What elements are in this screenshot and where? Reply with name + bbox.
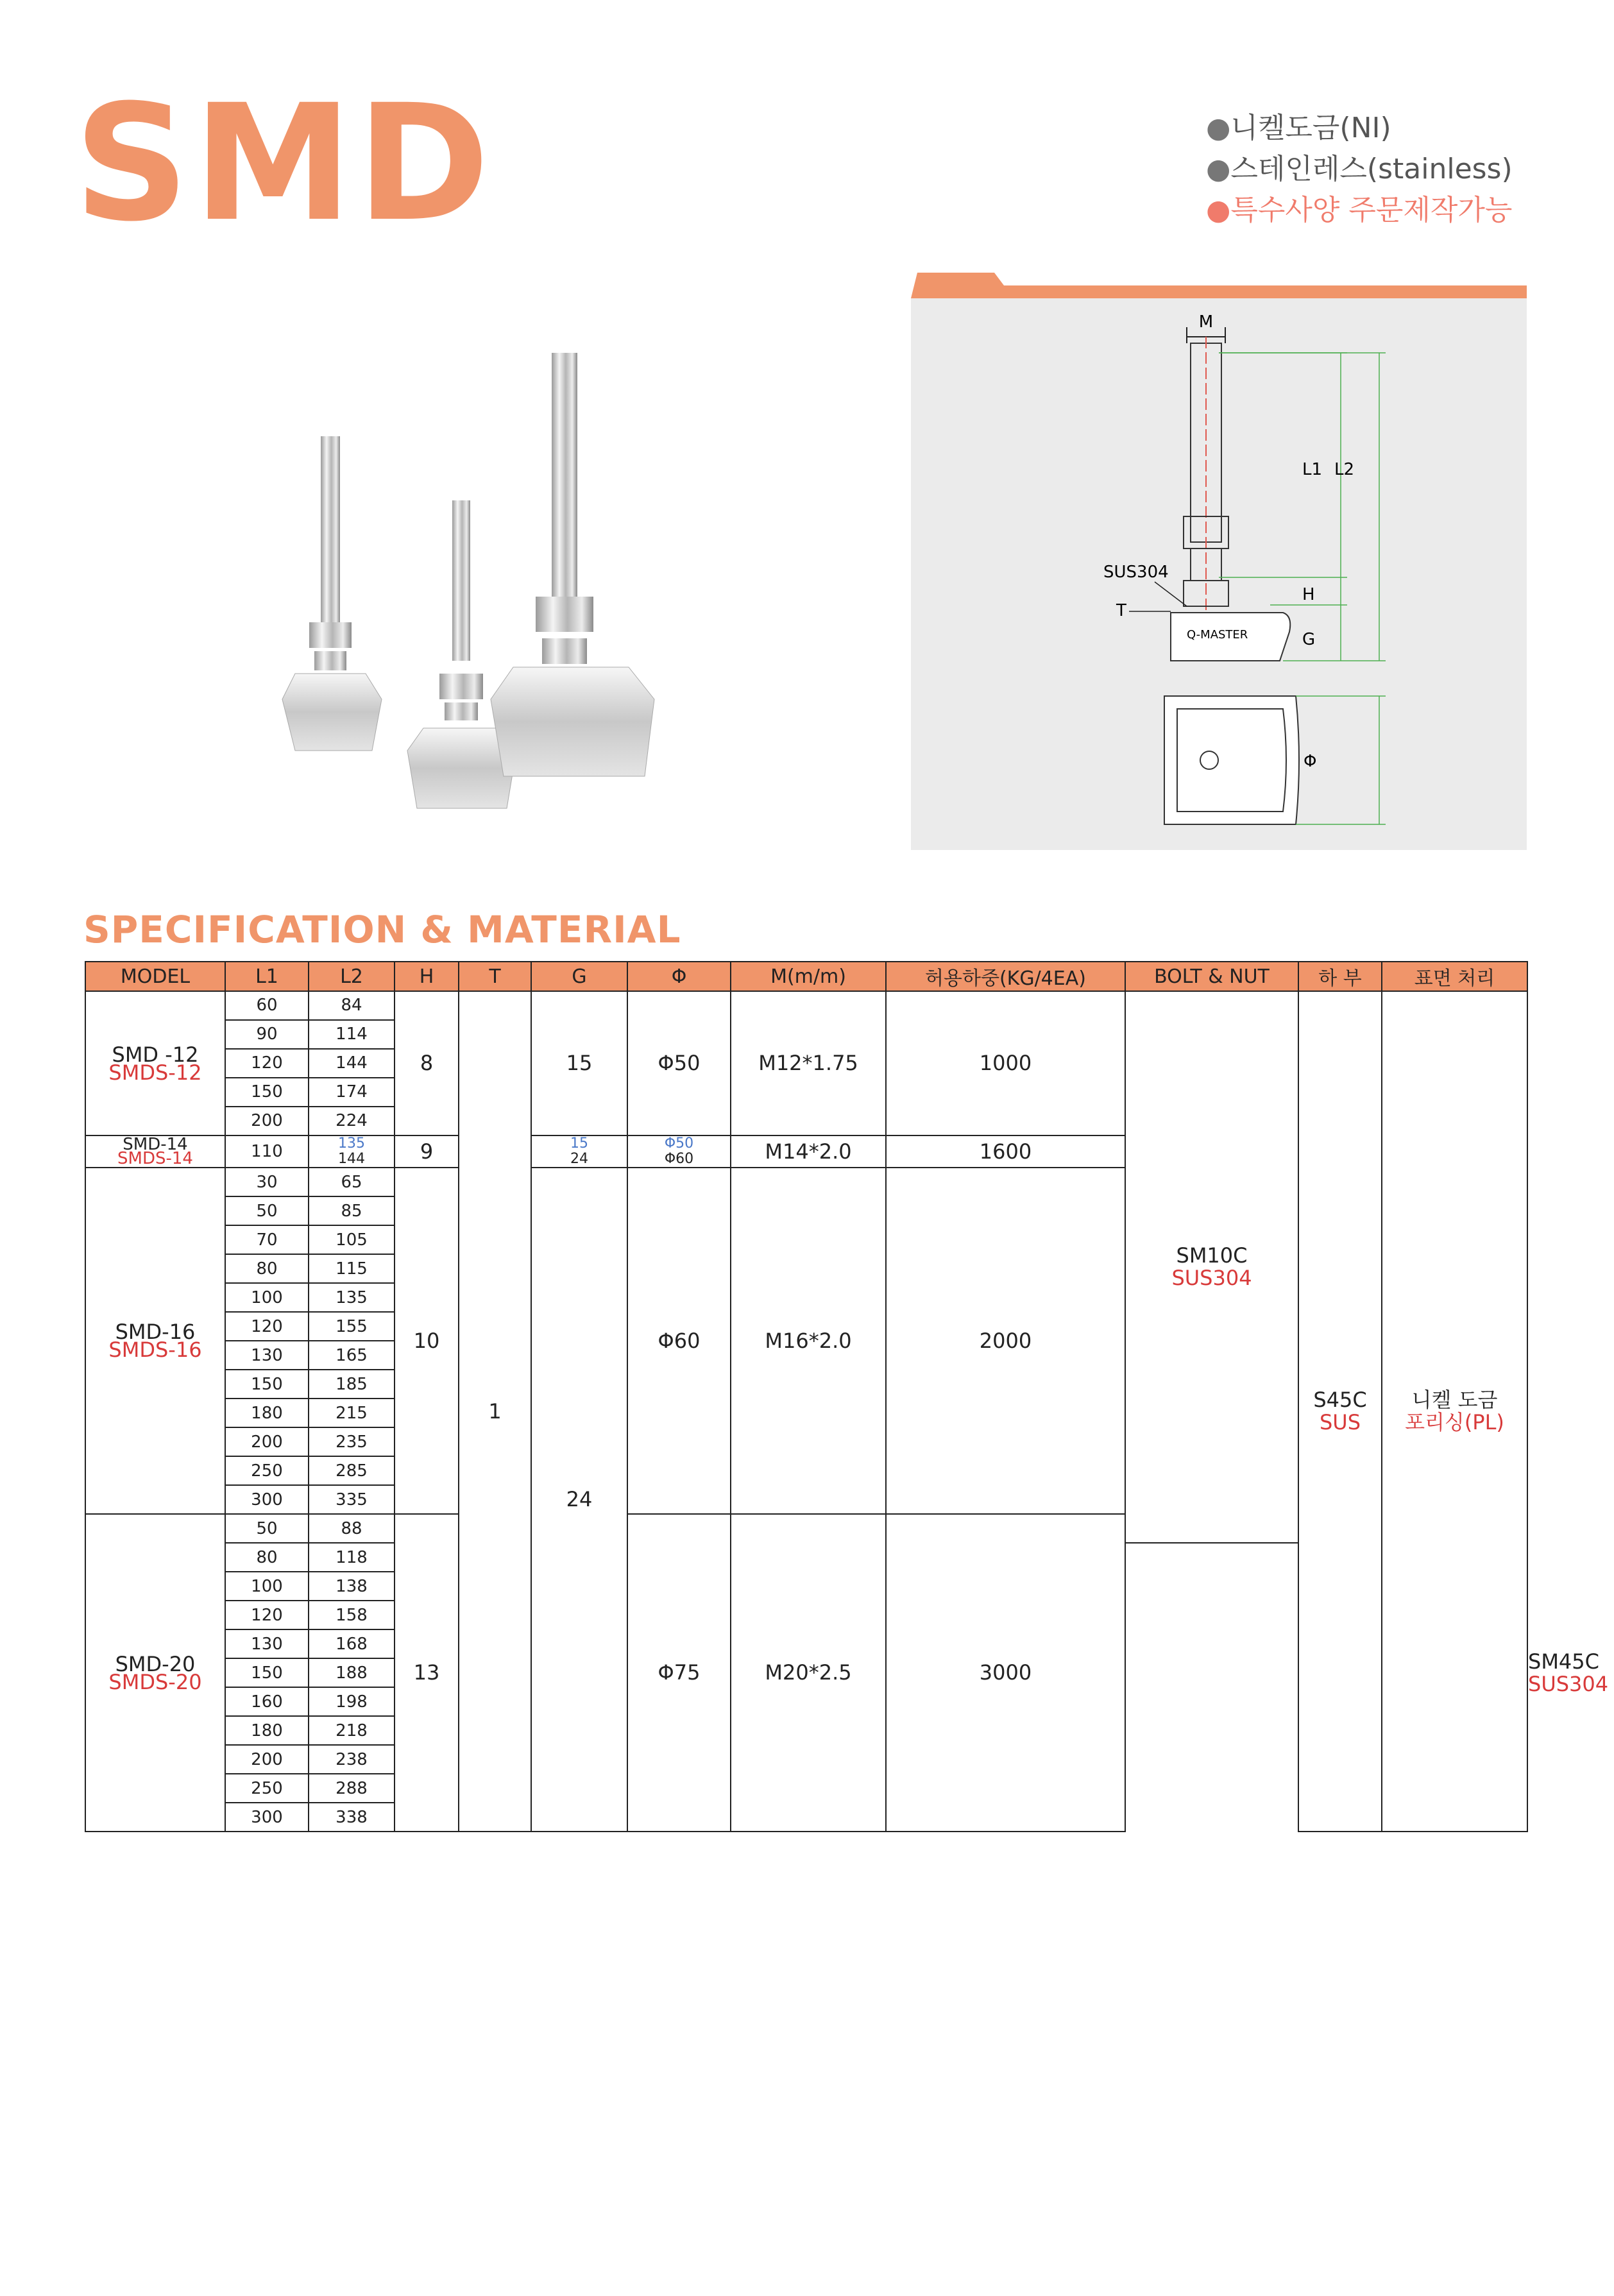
- table-cell: 250: [225, 1774, 309, 1803]
- table-cell: 160: [225, 1687, 309, 1716]
- leveling-foot-middle: [407, 500, 516, 808]
- table-cell: Φ50 Φ60: [627, 1135, 731, 1168]
- table-cell: 130: [225, 1629, 309, 1658]
- label-m: M: [1198, 312, 1214, 332]
- table-cell: 8: [395, 991, 459, 1135]
- col-header: MODEL: [85, 962, 225, 991]
- table-cell: M12*1.75: [731, 991, 886, 1135]
- table-cell: 100: [225, 1572, 309, 1601]
- table-cell: 115: [309, 1254, 395, 1283]
- table-cell: 80: [225, 1543, 309, 1572]
- bolt-cell: SM10C SUS304: [1125, 991, 1298, 1543]
- table-cell: 90: [225, 1020, 309, 1049]
- table-cell: 120: [225, 1601, 309, 1629]
- table-cell: 180: [225, 1399, 309, 1427]
- table-cell: 135: [309, 1283, 395, 1312]
- table-row: [85, 991, 1527, 1020]
- col-header: T: [459, 962, 531, 991]
- col-header: M(m/m): [731, 962, 886, 991]
- table-cell: 150: [225, 1658, 309, 1687]
- table-cell: 88: [309, 1514, 395, 1543]
- table-cell: 215: [309, 1399, 395, 1427]
- col-header: BOLT & NUT: [1125, 962, 1298, 991]
- table-cell: 114: [309, 1020, 395, 1049]
- bullet-icon: ●: [1206, 112, 1231, 144]
- table-cell: 238: [309, 1745, 395, 1774]
- table-cell: 15: [531, 991, 627, 1135]
- table-cell: 155: [309, 1312, 395, 1341]
- table-cell: 118: [309, 1543, 395, 1572]
- table-cell: 335: [309, 1485, 395, 1514]
- col-header: L1: [225, 962, 309, 991]
- label-sus: SUS304: [1103, 563, 1169, 582]
- table-cell: Φ75: [627, 1514, 731, 1832]
- table-cell: 285: [309, 1456, 395, 1485]
- table-cell: M20*2.5: [731, 1514, 886, 1832]
- spec-table: [85, 961, 1609, 1832]
- table-cell: 188: [309, 1658, 395, 1687]
- table-cell: 150: [225, 1370, 309, 1399]
- table-cell: 165: [309, 1341, 395, 1370]
- product-photo: [269, 340, 718, 834]
- table-cell: 120: [225, 1312, 309, 1341]
- table-cell: 10: [395, 1168, 459, 1514]
- table-cell: Φ60: [627, 1168, 731, 1514]
- drawing-header-tab: [911, 273, 1527, 298]
- table-cell: 158: [309, 1601, 395, 1629]
- model-cell: SMD-14 SMDS-14: [85, 1135, 225, 1168]
- t-cell: 1: [459, 991, 531, 1832]
- technical-drawing: [911, 298, 1527, 850]
- model-cell: SMD-20 SMDS-20: [85, 1514, 225, 1832]
- table-cell: 218: [309, 1716, 395, 1745]
- table-cell: 180: [225, 1716, 309, 1745]
- table-cell: 100: [225, 1283, 309, 1312]
- col-header: 허용하중(KG/4EA): [886, 962, 1125, 991]
- label-g: G: [1302, 630, 1316, 649]
- label-l2: L2: [1334, 460, 1355, 479]
- table-cell: 288: [309, 1774, 395, 1803]
- model-cell: SMD-16 SMDS-16: [85, 1168, 225, 1514]
- surface-cell: 니켈 도금 포리싱(PL): [1382, 991, 1527, 1832]
- table-cell: 2000: [886, 1168, 1125, 1514]
- table-cell: 30: [225, 1168, 309, 1196]
- feature-item-special: ●특수사양 주문제작가능: [1206, 194, 1513, 226]
- table-cell: 338: [309, 1803, 395, 1832]
- table-cell: 3000: [886, 1514, 1125, 1832]
- table-cell: 50: [225, 1196, 309, 1225]
- table-cell: 168: [309, 1629, 395, 1658]
- table-cell: 138: [309, 1572, 395, 1601]
- table-cell: 174: [309, 1078, 395, 1107]
- col-header: G: [531, 962, 627, 991]
- feature-item: ●스테인레스(stainless): [1206, 153, 1513, 185]
- base-cell: S45C SUS: [1298, 991, 1382, 1832]
- table-cell: M14*2.0: [731, 1135, 886, 1168]
- table-row: SMD-20 SMDS-20 50 88 13 Φ75 M20*2.5 3000 SM45C SUS304: [85, 1514, 1527, 1543]
- bullet-icon: ●: [1206, 194, 1231, 226]
- table-cell: 110: [225, 1135, 309, 1168]
- table-cell: 84: [309, 991, 395, 1020]
- table-cell: 144: [309, 1049, 395, 1078]
- table-cell: 50: [225, 1514, 309, 1543]
- col-header: Φ: [627, 962, 731, 991]
- table-cell: 224: [309, 1107, 395, 1135]
- table-cell: 65: [309, 1168, 395, 1196]
- table-cell: 300: [225, 1803, 309, 1832]
- table-cell: 105: [309, 1225, 395, 1254]
- table-cell: 70: [225, 1225, 309, 1254]
- label-h: H: [1302, 585, 1315, 604]
- table-cell: 13: [395, 1514, 459, 1832]
- label-l1: L1: [1302, 460, 1323, 479]
- table-cell: 150: [225, 1078, 309, 1107]
- table-cell: 1600: [886, 1135, 1125, 1168]
- col-header: 표면 처리: [1382, 962, 1527, 991]
- table-cell: Φ50: [627, 991, 731, 1135]
- page-title: SMD: [74, 70, 494, 257]
- table-cell: 120: [225, 1049, 309, 1078]
- table-cell: M16*2.0: [731, 1168, 886, 1514]
- table-cell: 185: [309, 1370, 395, 1399]
- col-header: L2: [309, 962, 395, 991]
- table-cell: 135 144: [309, 1135, 395, 1168]
- table-cell: 130: [225, 1341, 309, 1370]
- feature-list: [1206, 108, 1513, 231]
- table-cell: 300: [225, 1485, 309, 1514]
- table-cell: 85: [309, 1196, 395, 1225]
- table-cell: 15 24: [531, 1135, 627, 1168]
- bullet-icon: ●: [1206, 153, 1231, 185]
- feature-item: ●니켈도금(NI): [1206, 112, 1391, 144]
- col-header: H: [395, 962, 459, 991]
- table-cell: 9: [395, 1135, 459, 1168]
- label-t: T: [1116, 601, 1126, 620]
- label-phi: Φ: [1304, 752, 1317, 771]
- model-cell: SMD -12 SMDS-12: [85, 991, 225, 1135]
- table-cell: 1000: [886, 991, 1125, 1135]
- base-label: Q-MASTER: [1187, 628, 1248, 642]
- table-cell: 200: [225, 1427, 309, 1456]
- table-cell: 60: [225, 991, 309, 1020]
- col-header: 하 부: [1298, 962, 1382, 991]
- table-cell: 198: [309, 1687, 395, 1716]
- leveling-foot-large: [491, 353, 654, 776]
- table-cell: 80: [225, 1254, 309, 1283]
- table-cell: 235: [309, 1427, 395, 1456]
- section-title: SPECIFICATION & MATERIAL: [83, 908, 681, 951]
- leveling-foot-small: [282, 436, 382, 751]
- table-cell: 250: [225, 1456, 309, 1485]
- g-cell: 24: [531, 1168, 627, 1832]
- table-header-row: [85, 962, 1527, 991]
- table-cell: 200: [225, 1745, 309, 1774]
- table-cell: 200: [225, 1107, 309, 1135]
